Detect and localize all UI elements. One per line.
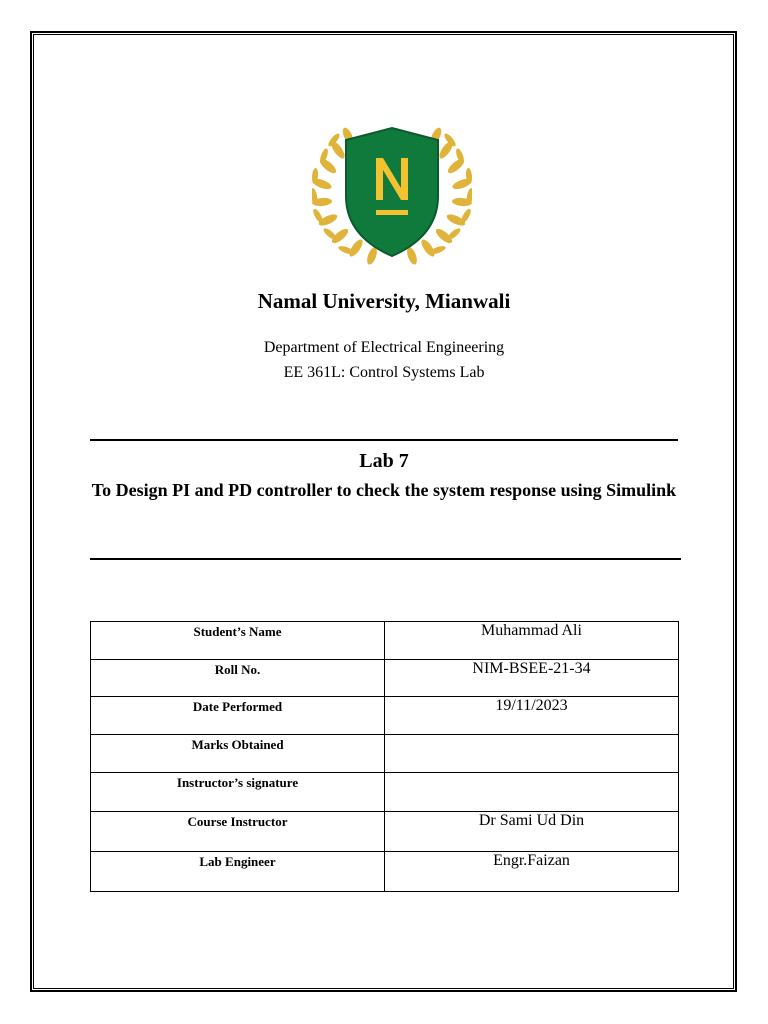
- row-value: NIM-BSEE-21-34: [385, 660, 679, 697]
- row-label: Lab Engineer: [91, 852, 385, 892]
- row-value: 19/11/2023: [385, 697, 679, 735]
- row-value: Muhammad Ali: [385, 622, 679, 660]
- row-value: Dr Sami Ud Din: [385, 812, 679, 852]
- university-logo: [312, 118, 472, 268]
- table-row: [91, 773, 679, 812]
- department-name: Department of Electrical Engineering: [263, 339, 505, 356]
- logo-underline: [376, 210, 408, 215]
- table-row: [91, 852, 679, 892]
- row-value: Engr.Faizan: [385, 852, 679, 892]
- top-divider: [90, 439, 678, 441]
- table-row: [91, 660, 679, 697]
- table-row: [91, 622, 679, 660]
- bottom-divider: [90, 558, 681, 560]
- shield: [346, 128, 438, 256]
- row-value: [385, 773, 679, 812]
- row-label: Student’s Name: [91, 622, 385, 660]
- row-value: [385, 735, 679, 773]
- lab-number: Lab 7: [359, 450, 409, 472]
- lab-title: To Design PI and PD controller to check the system response using Simulink: [91, 480, 677, 500]
- row-label: Roll No.: [91, 660, 385, 697]
- row-label: Date Performed: [91, 697, 385, 735]
- table-row: [91, 735, 679, 773]
- row-label: Instructor’s signature: [91, 773, 385, 812]
- row-label: Course Instructor: [91, 812, 385, 852]
- table-row: [91, 697, 679, 735]
- table-row: [91, 812, 679, 852]
- student-info-table: [90, 621, 679, 892]
- university-name: Namal University, Mianwali: [257, 289, 511, 313]
- course-name: EE 361L: Control Systems Lab: [283, 364, 485, 381]
- row-label: Marks Obtained: [91, 735, 385, 773]
